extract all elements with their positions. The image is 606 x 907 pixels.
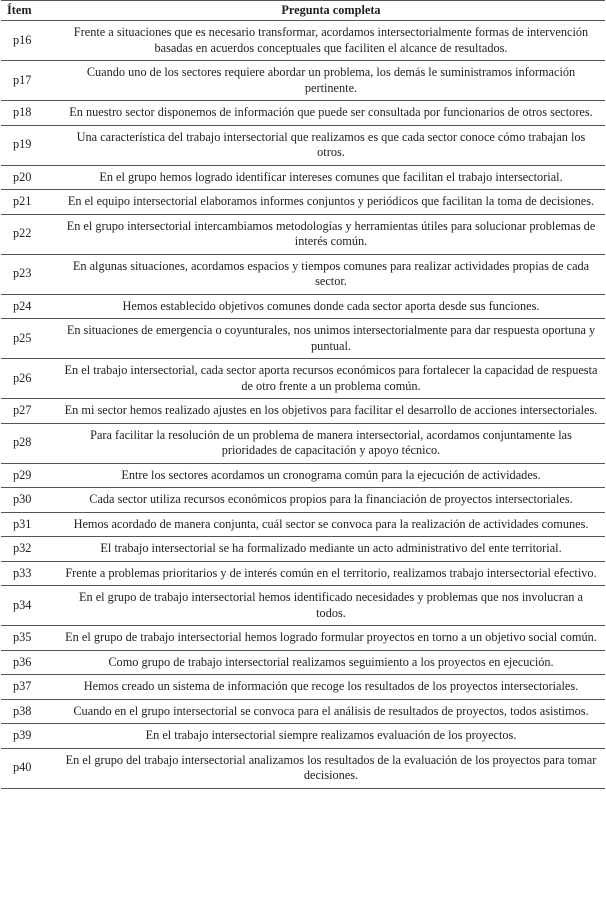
item-id: p38 <box>1 699 57 724</box>
table-row <box>1 626 605 651</box>
item-id: p36 <box>1 650 57 675</box>
table-row <box>1 214 605 254</box>
table-row <box>1 319 605 359</box>
table-row <box>1 294 605 319</box>
table-row <box>1 512 605 537</box>
question-text: En el grupo hemos logrado identificar intereses comunes que facilitan el trabajo intersectorial. <box>57 165 605 190</box>
question-text: Frente a situaciones que es necesario transformar, acordamos intersectorialmente formas de intervención basadas en acuerdos conceptuales que faciliten el alcance de resultados. <box>57 21 605 61</box>
table-row <box>1 21 605 61</box>
table-row <box>1 699 605 724</box>
item-id: p29 <box>1 463 57 488</box>
table-row <box>1 463 605 488</box>
table-row <box>1 586 605 626</box>
item-id: p17 <box>1 61 57 101</box>
question-text: Hemos acordado de manera conjunta, cuál sector se convoca para la realización de actividades comunes. <box>57 512 605 537</box>
header-item: Ítem <box>1 1 57 21</box>
item-id: p27 <box>1 399 57 424</box>
question-text: Hemos creado un sistema de información que recoge los resultados de los proyectos intersectoriales. <box>57 675 605 700</box>
question-text: Cuando en el grupo intersectorial se convoca para el análisis de resultados de proyectos, todos asistimos. <box>57 699 605 724</box>
item-id: p21 <box>1 190 57 215</box>
item-id: p39 <box>1 724 57 749</box>
item-id: p19 <box>1 125 57 165</box>
item-id: p18 <box>1 101 57 126</box>
item-id: p26 <box>1 359 57 399</box>
item-id: p32 <box>1 537 57 562</box>
question-text: En el trabajo intersectorial, cada sector aporta recursos económicos para fortalecer la capacidad de respuesta de otro frente a un problema común. <box>57 359 605 399</box>
question-text: En el grupo de trabajo intersectorial hemos identificado necesidades y problemas que nos involucran a todos. <box>57 586 605 626</box>
question-text: Como grupo de trabajo intersectorial realizamos seguimiento a los proyectos en ejecución. <box>57 650 605 675</box>
item-id: p16 <box>1 21 57 61</box>
item-id: p28 <box>1 423 57 463</box>
table-row <box>1 165 605 190</box>
question-text: En el equipo intersectorial elaboramos informes conjuntos y periódicos que facilitan la toma de decisiones. <box>57 190 605 215</box>
table-row <box>1 423 605 463</box>
table-row <box>1 101 605 126</box>
question-text: En el grupo intersectorial intercambiamos metodologías y herramientas útiles para solucionar problemas de interés común. <box>57 214 605 254</box>
table-header-row <box>1 1 605 21</box>
item-id: p24 <box>1 294 57 319</box>
table-row <box>1 748 605 788</box>
item-id: p22 <box>1 214 57 254</box>
item-id: p30 <box>1 488 57 513</box>
question-text: En el trabajo intersectorial siempre realizamos evaluación de los proyectos. <box>57 724 605 749</box>
item-id: p33 <box>1 561 57 586</box>
table-row <box>1 359 605 399</box>
question-text: Hemos establecido objetivos comunes donde cada sector aporta desde sus funciones. <box>57 294 605 319</box>
question-text: Una característica del trabajo intersectorial que realizamos es que cada sector conoce cómo trabajan los otros. <box>57 125 605 165</box>
questions-table <box>1 0 605 789</box>
table-row <box>1 254 605 294</box>
item-id: p20 <box>1 165 57 190</box>
question-text: En el grupo del trabajo intersectorial analizamos los resultados de la evaluación de los proyectos para tomar decisiones. <box>57 748 605 788</box>
table-row <box>1 61 605 101</box>
table-row <box>1 537 605 562</box>
table-row <box>1 724 605 749</box>
item-id: p40 <box>1 748 57 788</box>
question-text: En mi sector hemos realizado ajustes en los objetivos para facilitar el desarrollo de acciones intersectoriales. <box>57 399 605 424</box>
table-row <box>1 190 605 215</box>
item-id: p34 <box>1 586 57 626</box>
item-id: p35 <box>1 626 57 651</box>
item-id: p23 <box>1 254 57 294</box>
item-id: p37 <box>1 675 57 700</box>
header-question: Pregunta completa <box>57 1 605 21</box>
table-row <box>1 488 605 513</box>
question-text: Frente a problemas prioritarios y de interés común en el territorio, realizamos trabajo intersectorial efectivo. <box>57 561 605 586</box>
question-text: En situaciones de emergencia o coyunturales, nos unimos intersectorialmente para dar respuesta oportuna y puntual. <box>57 319 605 359</box>
table-row <box>1 399 605 424</box>
table-row <box>1 125 605 165</box>
question-text: Entre los sectores acordamos un cronograma común para la ejecución de actividades. <box>57 463 605 488</box>
table-row <box>1 561 605 586</box>
question-text: Cada sector utiliza recursos económicos propios para la financiación de proyectos intersectoriales. <box>57 488 605 513</box>
item-id: p25 <box>1 319 57 359</box>
question-text: El trabajo intersectorial se ha formalizado mediante un acto administrativo del ente territorial. <box>57 537 605 562</box>
item-id: p31 <box>1 512 57 537</box>
question-text: En nuestro sector disponemos de información que puede ser consultada por funcionarios de otros sectores. <box>57 101 605 126</box>
question-text: Para facilitar la resolución de un problema de manera intersectorial, acordamos conjuntamente las prioridades de capacitación y apoyo técnico. <box>57 423 605 463</box>
table-row <box>1 675 605 700</box>
table-row <box>1 650 605 675</box>
question-text: En algunas situaciones, acordamos espacios y tiempos comunes para realizar actividades propias de cada sector. <box>57 254 605 294</box>
question-text: En el grupo de trabajo intersectorial hemos logrado formular proyectos en torno a un objetivo social común. <box>57 626 605 651</box>
question-text: Cuando uno de los sectores requiere abordar un problema, los demás le suministramos información pertinente. <box>57 61 605 101</box>
